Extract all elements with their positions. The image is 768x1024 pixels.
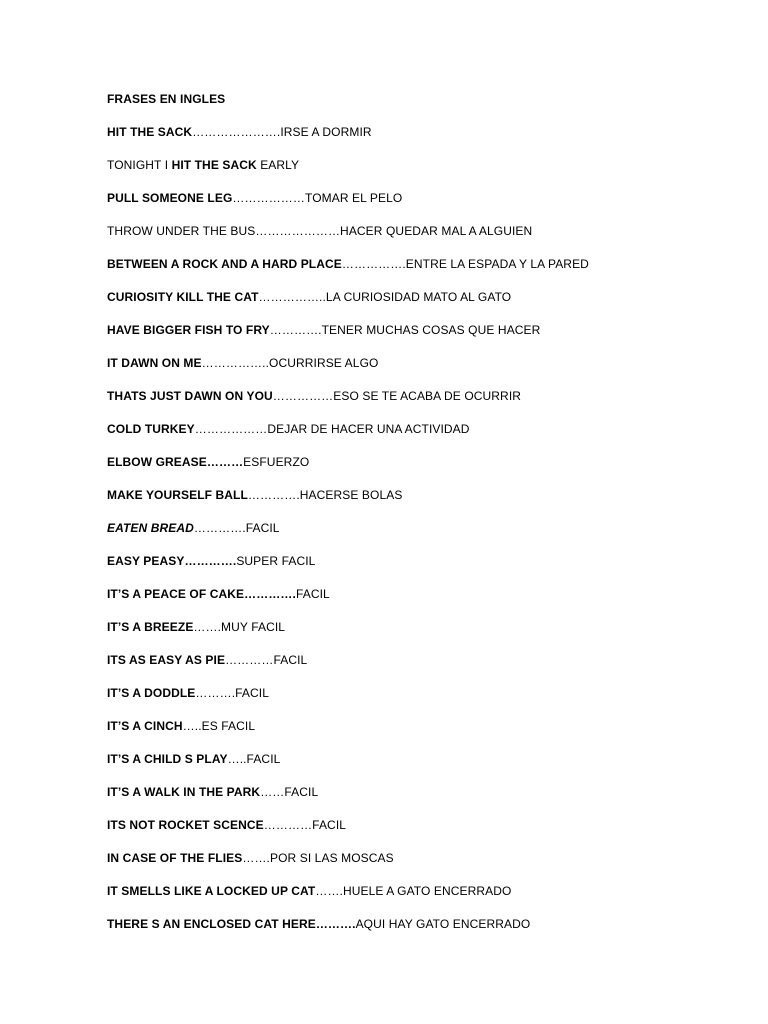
phrase-segment: ……………: [341, 257, 403, 271]
phrase-segment: IT’S A BREEZE: [107, 620, 194, 634]
phrase-line: [107, 521, 589, 554]
phrase-segment: …….HUELE A GATO ENCERRADO: [315, 884, 512, 898]
phrase-segment: EATEN BREAD: [107, 521, 194, 535]
phrase-segment: ………………DEJAR DE HACER UNA ACTIVIDAD: [194, 422, 470, 436]
phrase-segment: ………….HACERSE BOLAS: [247, 488, 403, 502]
phrase-segment: ……FACIL: [260, 785, 319, 799]
phrase-segment: IT DAWN ON ME: [107, 356, 202, 370]
phrase-segment: …………FACIL: [225, 653, 308, 667]
phrase-segment: ……………..OCURRIRSE ALGO: [201, 356, 379, 370]
phrase-line: [107, 422, 589, 455]
phrase-segment: IN CASE OF THE FLIES: [107, 851, 243, 865]
phrase-list: [107, 125, 589, 950]
phrase-line: [107, 851, 589, 884]
phrase-line: [107, 488, 589, 521]
phrase-segment: ELBOW GREASE………: [107, 455, 244, 469]
phrase-line: [107, 224, 589, 257]
phrase-line: [107, 323, 589, 356]
phrase-line: [107, 356, 589, 389]
phrase-line: [107, 389, 589, 422]
phrase-segment: IT SMELLS LIKE A LOCKED UP CAT: [107, 884, 316, 898]
phrase-line: [107, 884, 589, 917]
phrase-segment: ………….TENER MUCHAS COSAS QUE HACER: [269, 323, 541, 337]
phrase-segment: TONIGHT I: [107, 158, 172, 172]
phrase-line: [107, 653, 589, 686]
phrase-segment: BETWEEN A ROCK AND A HARD PLACE: [107, 257, 342, 271]
phrase-segment: ……………..LA CURIOSIDAD MATO AL GATO: [258, 290, 512, 304]
phrase-segment: ………….FACIL: [193, 521, 280, 535]
phrase-segment: IT’S A DODDLE: [107, 686, 196, 700]
document-title: FRASES EN INGLES: [107, 92, 226, 106]
phrase-line: [107, 752, 589, 785]
phrase-segment: …………………: [192, 125, 277, 139]
phrase-segment: .IRSE A DORMIR: [276, 125, 372, 139]
phrase-segment: ……………ESO SE TE ACABA DE OCURRIR: [272, 389, 522, 403]
phrase-line: [107, 125, 589, 158]
phrase-line: [107, 554, 589, 587]
phrase-segment: MAKE YOURSELF BALL: [107, 488, 248, 502]
phrase-segment: HIT THE SACK: [171, 158, 257, 172]
phrase-segment: HIT THE SACK: [107, 125, 193, 139]
phrase-segment: CURIOSITY KILL THE CAT: [107, 290, 259, 304]
phrase-line: [107, 686, 589, 719]
phrase-segment: …………FACIL: [263, 818, 347, 832]
phrase-segment: IT’S A CHILD S PLAY: [107, 752, 228, 766]
phrase-segment: FACIL: [295, 587, 330, 601]
phrase-segment: ESFUERZO: [243, 455, 310, 469]
phrase-line: [107, 917, 589, 950]
phrase-segment: AQUI HAY GATO ENCERRADO: [355, 917, 531, 931]
phrase-segment: THROW UNDER THE BUS…………………HACER QUEDAR MAL A ALGUIEN: [107, 224, 533, 238]
phrase-segment: HAVE BIGGER FISH TO FRY: [107, 323, 270, 337]
phrase-line: [107, 191, 589, 224]
phrase-segment: …….MUY FACIL: [193, 620, 286, 634]
phrase-segment: ITS AS EASY AS PIE: [107, 653, 226, 667]
phrase-segment: IT’S A PEACE OF CAKE………….: [107, 587, 296, 601]
phrase-segment: …..ES FACIL: [182, 719, 256, 733]
phrase-line: [107, 257, 589, 290]
phrase-segment: ………………TOMAR EL PELO: [232, 191, 403, 205]
phrase-line: [107, 719, 589, 752]
phrase-segment: IT’S A CINCH: [107, 719, 183, 733]
phrase-segment: SUPER FACIL: [236, 554, 316, 568]
phrase-segment: ITS NOT ROCKET SCENCE: [107, 818, 264, 832]
phrase-line: [107, 587, 589, 620]
phrase-segment: EARLY: [256, 158, 300, 172]
phrase-segment: …….POR SI LAS MOSCAS: [242, 851, 394, 865]
phrase-line: [107, 455, 589, 488]
phrase-line: [107, 158, 589, 191]
phrase-segment: THERE S AN ENCLOSED CAT HERE……….: [107, 917, 356, 931]
phrase-segment: …..FACIL: [227, 752, 281, 766]
phrase-segment: EASY PEASY………….: [107, 554, 237, 568]
phrase-segment: .ENTRE LA ESPADA Y LA PARED: [402, 257, 589, 271]
phrase-line: [107, 290, 589, 323]
phrase-segment: ……….FACIL: [195, 686, 270, 700]
phrase-segment: THATS JUST DAWN ON YOU: [107, 389, 273, 403]
phrase-segment: PULL SOMEONE LEG: [107, 191, 233, 205]
phrase-line: [107, 818, 589, 851]
phrase-segment: IT’S A WALK IN THE PARK: [107, 785, 261, 799]
phrase-segment: COLD TURKEY: [107, 422, 195, 436]
phrase-line: [107, 785, 589, 818]
phrase-line: [107, 620, 589, 653]
